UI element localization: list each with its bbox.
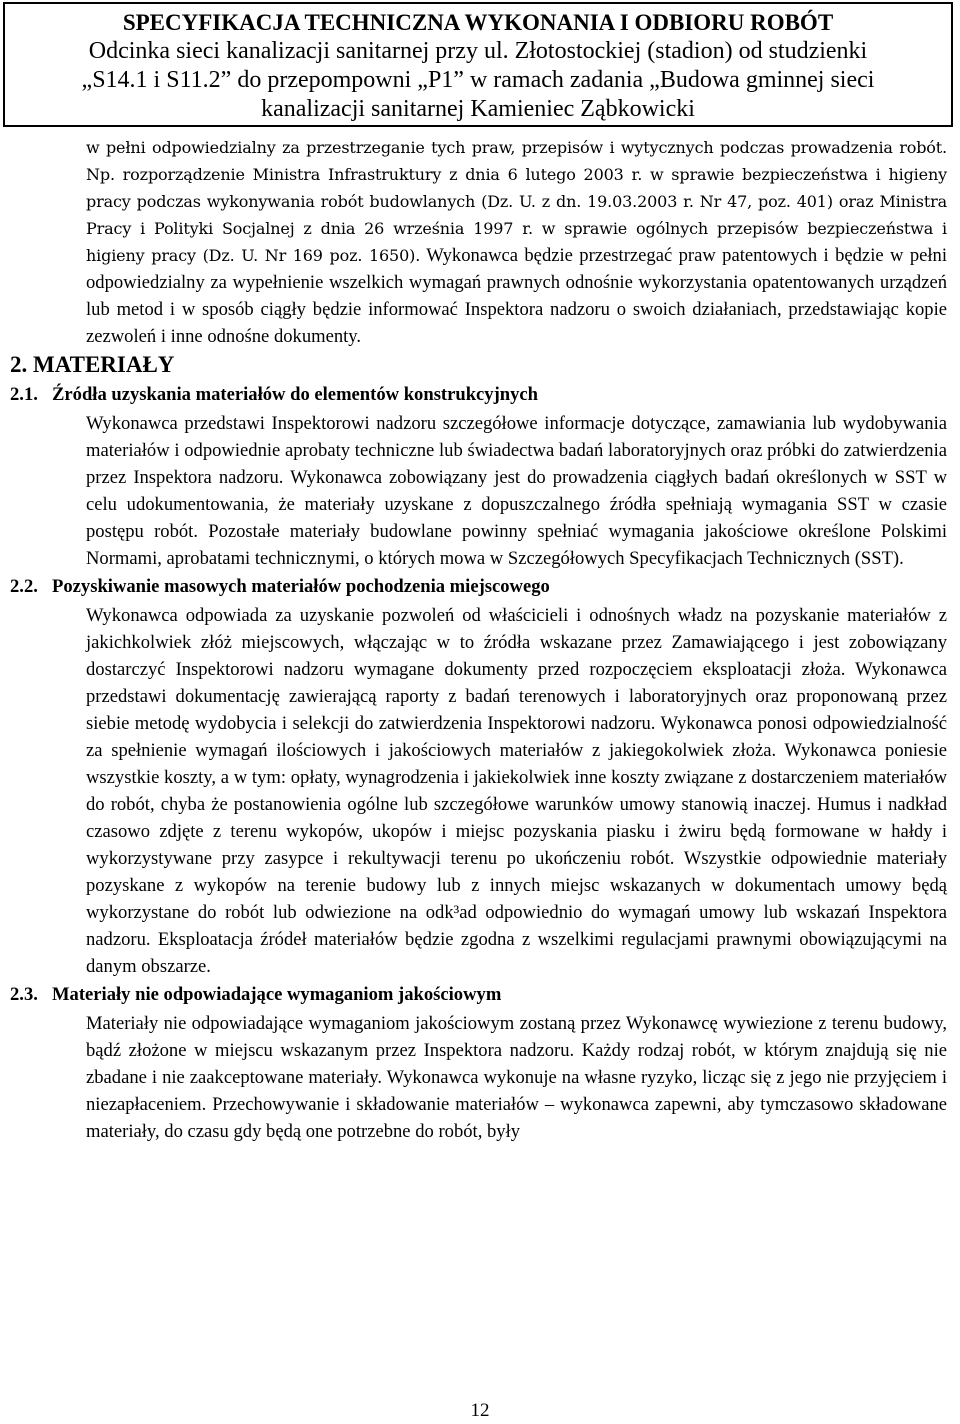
subsection-number: 2.3.: [10, 984, 38, 1005]
subsection-title: Pozyskiwanie masowych materiałów pochodzenia miejscowego: [52, 576, 550, 597]
intro-paragraph: [86, 134, 947, 350]
intro-patent-text: Wykonawca będzie przestrzegać praw patentowych i będzie w pełni odpowiedzialny za wypełnienie wszelkich wymagań prawnych odnośnie wykorzystania opatentowanych urządzeń lub metod i w sposób ciągły będzie informować Inspektora nadzoru o swoich działaniach, przedstawiając kopie zezwoleń i inne odnośne dokumenty.: [86, 245, 947, 347]
subsection-text-2-2: Wykonawca odpowiada za uzyskanie pozwoleń od właścicieli i odnośnych władz na pozyskanie materiałów z jakichkolwiek złóż miejscowych, włączając w to źródła wskazane przez Zamawiającego i jest zobowiązany dostarczyć Inspektorowi nadzoru wymagane dokumenty przed rozpoczęciem eksploatacji złoża. Wykonawca przedstawi dokumentację zawierającą raporty z badań terenowych i laboratoryjnych oraz proponowaną przez siebie metodę wydobycia i selekcji do zatwierdzenia Inspektorowi nadzoru. Wykonawca ponosi odpowiedzialność za spełnienie wymagań ilościowych i jakościowych materiałów z jakiegokolwiek złoża. Wykonawca poniesie wszystkie koszty, a w tym: opłaty, wynagrodzenia i jakiekolwiek inne koszty związane z dostarczeniem materiałów do robót, chyba że postanowienia ogólne lub szczegółowe warunków umowy stanowią inaczej. Humus i nadkład czasowo zdjęte z terenu wykopów, ukopów i miejsc pozyskania piasku i żwiru będą formowane w hałdy i wykorzystywane przy zasypce i rekultywacji terenu po ukończeniu robót. Wszystkie odpowiednie materiały pozyskane z wykopów na terenie budowy lub z innych miejsc wskazanych w dokumentach umowy będą wykorzystane do robót lub odwiezione na odk³ad odpowiednio do wymagań umowy lub wskazań Inspektora nadzoru. Eksploatacja źródeł materiałów będzie zgodna z wszelkimi regulacjami prawnymi obowiązującymi na danym obszarze.: [86, 605, 947, 977]
section-heading-materials: 2. MATERIAŁY: [10, 352, 175, 377]
header-title: SPECYFIKACJA TECHNICZNA WYKONANIA I ODBIORU ROBÓT: [122, 10, 834, 35]
header-subtitle-line-1: Odcinka sieci kanalizacji sanitarnej przy ul. Złotostockiej (stadion) od studzienki: [88, 38, 868, 64]
document-header: [3, 2, 953, 127]
subsection-heading-2-3: [10, 980, 947, 1010]
header-subtitle-line-2: „S14.1 i S11.2” do przepompowni „P1” w ramach zadania „Budowa gminnej sieci: [81, 67, 875, 93]
page-number: 12: [470, 1400, 490, 1421]
subsection-title: Źródła uzyskania materiałów do elementów konstrukcyjnych: [52, 384, 539, 405]
subsection-text-2-1: Wykonawca przedstawi Inspektorowi nadzoru szczegółowe informacje dotyczące, zamawiania lub wydobywania materiałów i odpowiednie aprobaty techniczne lub świadectwa badań laboratoryjnych oraz próbki do zatwierdzenia przez Inspektora nadzoru. Wykonawca zobowiązany jest do prowadzenia ciągłych badań określonych w SST w celu udokumentowania, że materiały uzyskane z dopuszczalnego źródła spełniają wymagania SST w czasie postępu robót. Pozostałe materiały budowlane powinny spełniać wymagania jakościowe określone Polskimi Normami, aprobatami technicznymi, o których mowa w Szczegółowych Specyfikacjach Technicznych (SST).: [86, 413, 947, 569]
subsection-heading-2-2: [10, 572, 947, 602]
subsection-heading-2-1: [10, 380, 947, 410]
header-subtitle-line-3: kanalizacji sanitarnej Kamieniec Ząbkowicki: [261, 96, 695, 122]
intro-regulation-text: w pełni odpowiedzialny za przestrzeganie tych praw, przepisów i wytycznych podczas prowadzenia robót. Np. rozporządzenie Ministra Infrastruktury z dnia 6 lutego 2003 r. w sprawie bezpieczeństwa i higieny pracy podczas wykonywania robót budowlanych (Dz. U. z dn. 19.03.2003 r. Nr 47, poz. 401) oraz Ministra Pracy i Polityki Socjalnej z dnia 26 września 1997 r. w sprawie ogólnych przepisów bezpieczeństwa i higieny pracy (Dz. U. Nr 169 poz. 1650).: [86, 138, 947, 265]
subsection-title: Materiały nie odpowiadające wymaganiom jakościowym: [52, 984, 502, 1005]
subsection-number: 2.1.: [10, 384, 38, 405]
subsection-number: 2.2.: [10, 576, 38, 597]
subsection-text-2-3: Materiały nie odpowiadające wymaganiom jakościowym zostaną przez Wykonawcę wywiezione z terenu budowy, bądź złożone w miejscu wskazanym przez Inspektora nadzoru. Każdy rodzaj robót, w którym znajdują się nie zbadane i nie zaakceptowane materiały. Wykonawca wykonuje na własne ryzyko, licząc się z jego nie przyjęciem i niezapłaceniem. Przechowywanie i składowanie materiałów – wykonawca zapewni, aby tymczasowo składowane materiały, do czasu gdy będą one potrzebne do robót, były: [86, 1013, 947, 1142]
document-body: [10, 134, 947, 1145]
